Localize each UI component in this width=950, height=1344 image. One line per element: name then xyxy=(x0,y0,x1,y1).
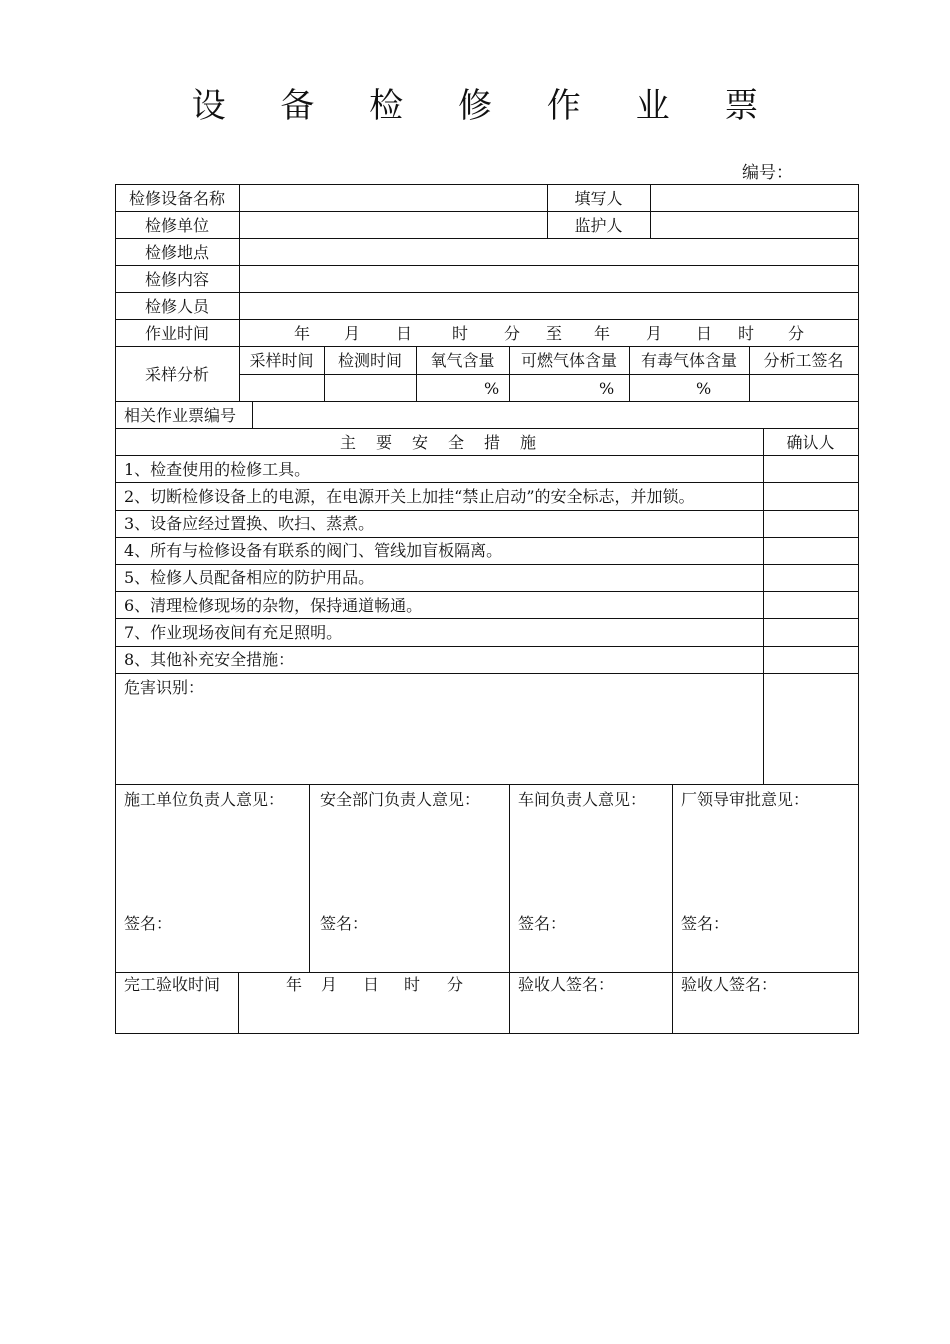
sampling-header: 有毒气体含量 xyxy=(640,351,737,370)
grid-line-vertical xyxy=(309,784,310,973)
percent-unit: % xyxy=(599,379,615,398)
filler-field[interactable] xyxy=(650,184,858,211)
leader-approval-label: 厂领导审批意见： xyxy=(681,790,810,809)
grid-line-horizontal xyxy=(115,537,859,538)
grid-line-vertical xyxy=(509,784,510,1034)
confirmer-header: 确认人 xyxy=(786,433,835,452)
content-field[interactable] xyxy=(239,265,858,292)
grid-line-horizontal xyxy=(115,972,859,973)
grid-line-horizontal xyxy=(115,482,859,483)
workshop-opinion-label: 车间负责人意见： xyxy=(518,790,647,809)
safety-measure: 5、检修人员配备相应的防护用品。 xyxy=(124,568,375,587)
sampling-header: 可燃气体含量 xyxy=(520,351,617,370)
work-time-unit: 至 xyxy=(546,324,563,343)
safety-measure: 4、所有与检修设备有联系的阀门、管线加盲板隔离。 xyxy=(124,541,503,560)
sampling-header: 分析工签名 xyxy=(763,351,844,370)
acceptor-signature-label: 验收人签名： xyxy=(518,975,615,994)
acceptor-signature-label: 验收人签名： xyxy=(681,975,778,994)
testing-time-field[interactable] xyxy=(324,374,416,400)
equipment-name-field[interactable] xyxy=(239,184,547,211)
related-ticket-field[interactable] xyxy=(252,401,858,428)
location-field[interactable] xyxy=(239,238,858,265)
safety-measure: 1、检查使用的检修工具。 xyxy=(124,460,311,479)
supervisor-field[interactable] xyxy=(650,211,858,238)
work-time-unit: 时 xyxy=(452,324,469,343)
safety-dept-opinion-label: 安全部门负责人意见： xyxy=(320,790,481,809)
signature-label: 签名： xyxy=(681,914,730,933)
sampling-header: 采样时间 xyxy=(249,351,314,370)
safety-measure: 6、清理检修现场的杂物，保持通道畅通。 xyxy=(124,596,423,615)
work-time-unit: 年 xyxy=(594,324,611,343)
grid-line-horizontal xyxy=(115,510,859,511)
confirmer-field[interactable] xyxy=(763,455,858,673)
sampling-header: 检测时间 xyxy=(337,351,402,370)
measures-header: 主 要 安 全 措 施 xyxy=(339,433,538,452)
equipment-name-label: 检修设备名称 xyxy=(128,189,225,208)
sampling-time-field[interactable] xyxy=(239,374,324,400)
work-time-label: 作业时间 xyxy=(144,324,209,343)
grid-line-vertical xyxy=(858,184,859,1034)
content-label: 检修内容 xyxy=(144,270,209,289)
grid-line-horizontal xyxy=(115,591,859,592)
location-label: 检修地点 xyxy=(144,243,209,262)
related-ticket-label: 相关作业票编号 xyxy=(124,406,237,425)
grid-line-horizontal xyxy=(115,784,859,785)
grid-line-horizontal xyxy=(115,346,859,347)
percent-unit: % xyxy=(484,379,500,398)
analyst-signature-field[interactable] xyxy=(749,374,858,400)
grid-line-horizontal xyxy=(115,1033,859,1034)
work-time-unit: 时 xyxy=(738,324,755,343)
filler-label: 填写人 xyxy=(574,189,623,208)
grid-line-vertical xyxy=(672,784,673,1034)
signature-label: 签名： xyxy=(518,914,567,933)
unit-label: 检修单位 xyxy=(144,216,209,235)
serial-number-label: 编号： xyxy=(742,163,793,183)
grid-line-horizontal xyxy=(115,455,859,456)
personnel-field[interactable] xyxy=(239,292,858,319)
personnel-label: 检修人员 xyxy=(144,297,209,316)
work-time-unit: 分 xyxy=(788,324,805,343)
work-time-unit: 月 xyxy=(344,324,361,343)
grid-line-horizontal xyxy=(115,319,859,320)
work-time-unit: 日 xyxy=(396,324,413,343)
safety-measure: 3、设备应经过置换、吹扫、蒸煮。 xyxy=(124,514,375,533)
completion-unit: 月 xyxy=(321,975,338,994)
toxic-gas-field[interactable] xyxy=(629,374,749,400)
completion-unit: 年 xyxy=(286,975,303,994)
form-title: 设 备 检 修 作 业 票 xyxy=(191,86,781,126)
work-time-unit: 年 xyxy=(294,324,311,343)
grid-line-horizontal xyxy=(115,564,859,565)
completion-unit: 分 xyxy=(447,975,464,994)
grid-line-horizontal xyxy=(115,646,859,647)
work-time-unit: 分 xyxy=(504,324,521,343)
contractor-opinion-label: 施工单位负责人意见： xyxy=(124,790,285,809)
grid-line-horizontal xyxy=(115,428,859,429)
safety-measure: 7、作业现场夜间有充足照明。 xyxy=(124,623,343,642)
grid-line-horizontal xyxy=(115,673,859,674)
safety-measure: 2、切断检修设备上的电源，在电源开关上加挂“禁止启动”的安全标志，并加锁。 xyxy=(124,487,695,506)
sampling-header: 氧气含量 xyxy=(430,351,495,370)
grid-line-horizontal xyxy=(115,618,859,619)
grid-line-vertical xyxy=(238,972,239,1034)
sampling-label: 采样分析 xyxy=(144,365,209,384)
completion-time-label: 完工验收时间 xyxy=(124,975,221,994)
hazard-identification-label: 危害识别： xyxy=(124,678,205,697)
signature-label: 签名： xyxy=(320,914,369,933)
work-time-unit: 日 xyxy=(696,324,713,343)
completion-unit: 时 xyxy=(404,975,421,994)
hazard-identification-field[interactable] xyxy=(115,700,763,784)
completion-unit: 日 xyxy=(363,975,380,994)
unit-field[interactable] xyxy=(239,211,547,238)
safety-measure: 8、其他补充安全措施： xyxy=(124,650,295,669)
work-time-unit: 月 xyxy=(646,324,663,343)
percent-unit: % xyxy=(696,379,712,398)
signature-label: 签名： xyxy=(124,914,173,933)
supervisor-label: 监护人 xyxy=(574,216,623,235)
